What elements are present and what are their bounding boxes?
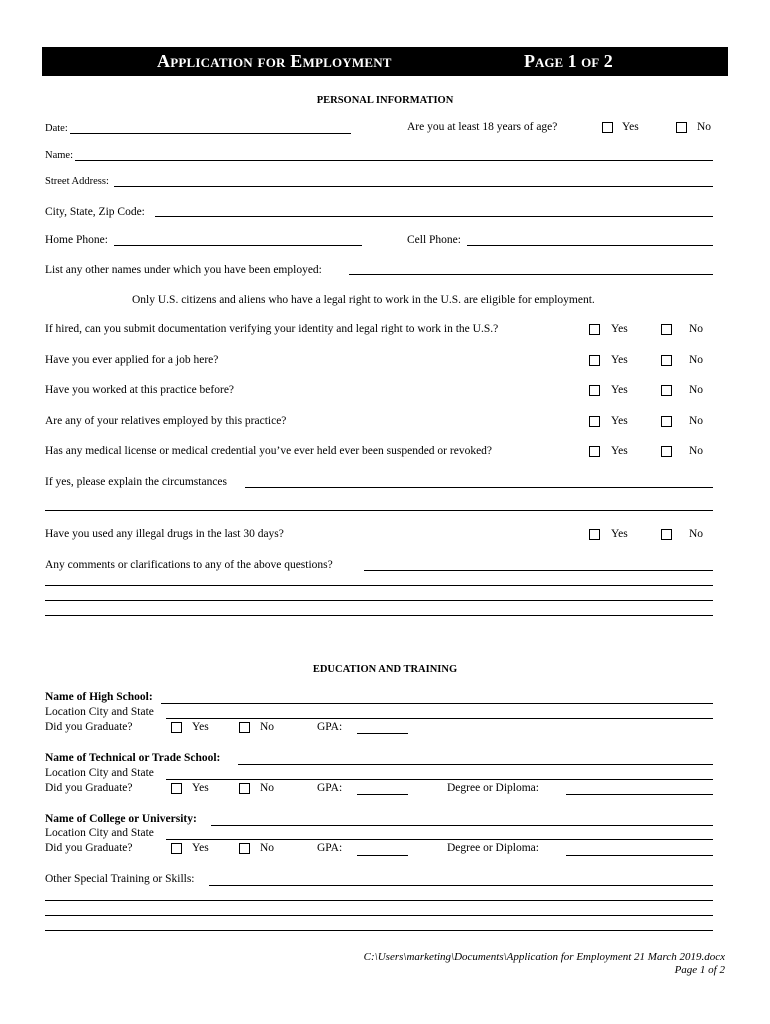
drugs-no-checkbox[interactable] [661,529,672,540]
high-school-label [45,691,153,703]
comments-field-line-4[interactable] [45,615,713,616]
other-training-field-line-1[interactable] [209,885,713,886]
comments-label: Any comments or clarifications to any of the above questions? [45,559,333,571]
q5-yes-label: Yes [611,445,628,457]
technical-gpa-label: GPA: [317,782,343,794]
name-field[interactable] [75,160,713,161]
question-applied-before: Have you ever applied for a job here? [45,354,219,366]
technical-degree-field[interactable] [566,794,713,795]
footer [364,951,725,977]
footer-file-path: C:\Users\marketing\Documents\Application for Employment 21 March 2019.docx [363,951,725,963]
question-license-revoked: Has any medical license or medical credential you’ve ever held ever been suspended or revoked? [45,445,493,457]
comments-field-line-2[interactable] [45,585,713,586]
college-degree-label: Degree or Diploma: [447,842,539,854]
drugs-yes-checkbox[interactable] [589,529,600,540]
date-field[interactable] [70,133,351,134]
drugs-yes-label: Yes [611,528,628,540]
other-training-label: Other Special Training or Skills: [45,873,195,885]
college-graduate-label: Did you Graduate? [45,842,133,854]
technical-school-colon: : [216,752,221,764]
high-school-no-checkbox[interactable] [239,722,250,733]
home-phone-field[interactable] [114,245,362,246]
q2-no-label: No [689,354,704,366]
technical-school-label [45,752,220,764]
high-school-graduate-label: Did you Graduate? [45,721,133,733]
technical-no-label: No [260,782,275,794]
q4-no-label: No [689,415,704,427]
question-illegal-drugs: Have you used any illegal drugs in the last 30 days? [45,528,284,540]
high-school-location-field[interactable] [166,718,713,719]
section-personal-information: PERSONAL INFORMATION [316,95,454,106]
home-phone-label: Home Phone: [45,234,108,246]
college-no-checkbox[interactable] [239,843,250,854]
high-school-location-label: Location City and State [45,706,154,718]
q1-no-checkbox[interactable] [661,324,672,335]
name-label: Name: [45,150,73,161]
eligibility-note: Only U.S. citizens and aliens who have a legal right to work in the U.S. are eligible for employment. [132,294,595,306]
title-banner [42,47,728,76]
other-training-field-line-4[interactable] [45,930,713,931]
q2-yes-label: Yes [611,354,628,366]
q1-yes-label: Yes [611,323,628,335]
college-yes-checkbox[interactable] [171,843,182,854]
technical-no-checkbox[interactable] [239,783,250,794]
high-school-gpa-field[interactable] [357,733,408,734]
college-gpa-field[interactable] [357,855,408,856]
high-school-field[interactable] [161,703,713,704]
street-address-field[interactable] [114,186,713,187]
explain-field-line-1[interactable] [245,487,713,488]
technical-degree-label: Degree or Diploma: [447,782,539,794]
age-yes-label: Yes [622,121,639,133]
college-location-field[interactable] [166,839,713,840]
q2-no-checkbox[interactable] [661,355,672,366]
explain-field-line-2[interactable] [45,510,713,511]
comments-field-line-1[interactable] [364,570,713,571]
q3-no-label: No [689,384,704,396]
q5-no-checkbox[interactable] [661,446,672,457]
other-names-field[interactable] [349,274,713,275]
q3-yes-checkbox[interactable] [589,385,600,396]
section-education-training: EDUCATION AND TRAINING [312,664,458,675]
college-label [45,813,197,825]
question-documentation: If hired, can you submit documentation verifying your identity and legal right to work in the U.S.? [45,323,499,335]
high-school-gpa-label: GPA: [317,721,343,733]
college-degree-field[interactable] [566,855,713,856]
question-relatives: Are any of your relatives employed by this practice? [45,415,287,427]
college-label-text: Name of College or University [45,813,193,825]
q3-no-checkbox[interactable] [661,385,672,396]
college-no-label: No [260,842,275,854]
page-indicator: Page 1 of 2 [524,51,613,71]
other-training-field-line-2[interactable] [45,900,713,901]
q4-no-checkbox[interactable] [661,416,672,427]
other-names-label: List any other names under which you have been employed: [45,264,322,276]
comments-field-line-3[interactable] [45,600,713,601]
technical-location-field[interactable] [166,779,713,780]
high-school-label-text: Name of High School [45,691,149,703]
high-school-colon: : [148,691,153,703]
age-yes-checkbox[interactable] [602,122,613,133]
college-yes-label: Yes [192,842,209,854]
technical-yes-checkbox[interactable] [171,783,182,794]
q3-yes-label: Yes [611,384,628,396]
footer-page-number: Page 1 of 2 [674,964,725,976]
college-location-label: Location City and State [45,827,154,839]
q2-yes-checkbox[interactable] [589,355,600,366]
technical-yes-label: Yes [192,782,209,794]
high-school-yes-label: Yes [192,721,209,733]
college-field[interactable] [211,825,713,826]
city-state-zip-label: City, State, Zip Code: [45,206,145,218]
q4-yes-checkbox[interactable] [589,416,600,427]
city-state-zip-field[interactable] [155,216,713,217]
document-title: Application for Employment [157,51,392,71]
high-school-yes-checkbox[interactable] [171,722,182,733]
drugs-no-label: No [689,528,704,540]
q5-yes-checkbox[interactable] [589,446,600,457]
question-worked-before: Have you worked at this practice before? [45,384,235,396]
technical-graduate-label: Did you Graduate? [45,782,133,794]
other-training-field-line-3[interactable] [45,915,713,916]
q5-no-label: No [689,445,704,457]
age-no-checkbox[interactable] [676,122,687,133]
cell-phone-field[interactable] [467,245,713,246]
q1-yes-checkbox[interactable] [589,324,600,335]
q1-no-label: No [689,323,704,335]
technical-school-label-text: Name of Technical or Trade School [45,752,217,764]
age-no-label: No [697,121,712,133]
date-label: Date: [45,123,68,134]
cell-phone-label: Cell Phone: [407,234,461,246]
technical-location-label: Location City and State [45,767,154,779]
explain-label: If yes, please explain the circumstances [45,476,228,488]
college-gpa-label: GPA: [317,842,343,854]
q4-yes-label: Yes [611,415,628,427]
street-address-label: Street Address: [45,176,109,187]
technical-school-field[interactable] [238,764,713,765]
age-question: Are you at least 18 years of age? [407,121,558,133]
college-colon: : [192,813,197,825]
technical-gpa-field[interactable] [357,794,408,795]
high-school-no-label: No [260,721,275,733]
